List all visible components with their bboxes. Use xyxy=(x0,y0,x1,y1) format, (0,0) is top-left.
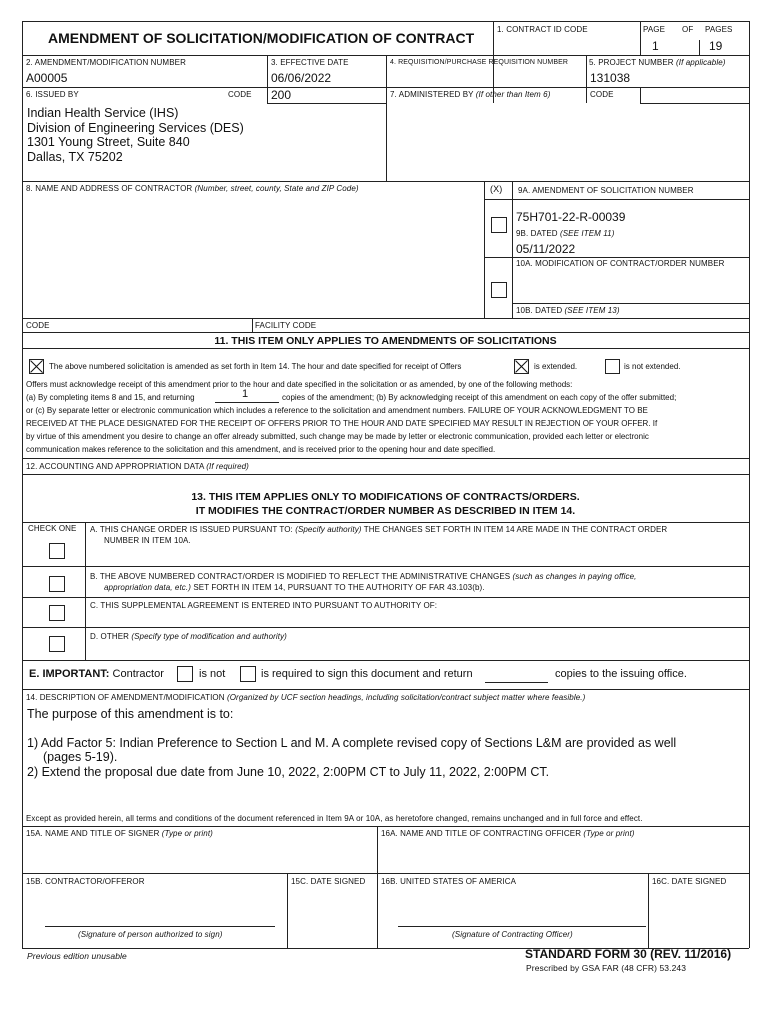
effective-date-value[interactable]: 06/06/2022 xyxy=(271,71,332,85)
section-11-para4: RECEIVED AT THE PLACE DESIGNATED FOR THE RECEIPT OF OFFERS PRIOR TO THE HOUR AND DATE SPECIFIED MAY RESULT IN REJECTION OF YOUR OFFER. If xyxy=(26,419,658,428)
page-number-value[interactable]: 1 xyxy=(652,39,659,53)
divider xyxy=(512,303,749,304)
divider xyxy=(287,873,288,948)
issued-by-code-value[interactable]: 200 xyxy=(271,88,292,102)
issuer-line: Division of Engineering Services (DES) xyxy=(27,120,244,135)
signature-officer-caption: (Signature of Contracting Officer) xyxy=(452,930,573,939)
administered-by-label: 7. ADMINISTERED BY (If other than Item 6) xyxy=(390,90,551,99)
except-provided-text: Except as provided herein, all terms and conditions of the document referenced in Item 9A or 10A, as heretofore changed, remains unchanged and in full force and effect. xyxy=(26,814,643,823)
amendment-number-value[interactable]: A00005 xyxy=(26,71,68,85)
item-9a-value[interactable]: 75H701-22-R-00039 xyxy=(516,210,626,224)
is-required-label: is required to sign this document and return xyxy=(261,668,473,680)
option-a-text-2: NUMBER IN ITEM 10A. xyxy=(104,536,191,545)
description-intro[interactable]: The purpose of this amendment is to: xyxy=(27,707,234,721)
divider xyxy=(22,627,749,628)
copies-value[interactable]: 1 xyxy=(242,388,249,400)
item-10-checkbox[interactable] xyxy=(491,282,507,298)
divider xyxy=(22,689,749,690)
form-title: AMENDMENT OF SOLICITATION/MODIFICATION OF CONTRACT xyxy=(48,30,475,46)
signature-line-contractor xyxy=(45,926,275,927)
copies-to-office-label: copies to the issuing office. xyxy=(555,668,687,680)
option-a-checkbox[interactable] xyxy=(49,543,65,559)
copies-underline xyxy=(215,402,279,403)
divider xyxy=(267,87,268,103)
item-16c-label: 16C. DATE SIGNED xyxy=(652,877,727,886)
divider xyxy=(648,873,649,948)
description-item-1[interactable]: 1) Add Factor 5: Indian Preference to Section L and M. A complete revised copy of Sections L&M are provided as well xyxy=(27,736,677,750)
item-16a-label: 16A. NAME AND TITLE OF CONTRACTING OFFICER (Type or print) xyxy=(381,829,635,838)
item-15c-label: 15C. DATE SIGNED xyxy=(291,877,366,886)
amended-checkbox-checked[interactable] xyxy=(29,359,44,374)
item-15a-label: 15A. NAME AND TITLE OF SIGNER (Type or print) xyxy=(26,829,213,838)
section-11-para3: or (c) By separate letter or electronic communication which includes a reference to the solicitation and amendment numbers. FAILURE OF YOUR ACKNOWLEDGMENT TO BE xyxy=(26,406,648,415)
important-row xyxy=(29,668,164,680)
divider xyxy=(640,103,749,104)
divider xyxy=(22,332,749,333)
signature-line-officer xyxy=(398,926,646,927)
page-label: PAGE xyxy=(643,25,666,34)
option-b-checkbox[interactable] xyxy=(49,576,65,592)
section-13-title-1: 13. THIS ITEM APPLIES ONLY TO MODIFICATIONS OF CONTRACTS/ORDERS. xyxy=(191,491,580,503)
section-11-para6: communication makes reference to the solicitation and this amendment, and is received prior to the opening hour and date specified. xyxy=(26,445,496,454)
divider xyxy=(22,873,749,874)
divider xyxy=(267,103,386,104)
item-15b-label: 15B. CONTRACTOR/OFFEROR xyxy=(26,877,145,886)
divider xyxy=(85,522,86,660)
item-10a-label: 10A. MODIFICATION OF CONTRACT/ORDER NUMBER xyxy=(516,259,725,268)
issuer-line: 1301 Young Street, Suite 840 xyxy=(27,135,190,149)
option-d-text: D. OTHER (Specify type of modification and authority) xyxy=(90,632,287,641)
amendment-number-label: 2. AMENDMENT/MODIFICATION NUMBER xyxy=(26,58,186,67)
divider xyxy=(22,597,749,598)
is-not-label: is not xyxy=(199,668,226,680)
divider xyxy=(22,660,749,661)
option-b-text-2: appropriation data, etc.) SET FORTH IN ITEM 14, PURSUANT TO THE AUTHORITY OF FAR 43.103(b). xyxy=(104,583,485,592)
section-11-para5: by virtue of this amendment you desire to change an offer already submitted, such change may be made by letter or electronic communication, provided each letter or electronic xyxy=(26,432,649,441)
divider xyxy=(512,181,513,318)
previous-edition-note: Previous edition unusable xyxy=(27,951,127,961)
divider xyxy=(586,55,587,103)
item-10b-label: 10B. DATED (SEE ITEM 13) xyxy=(516,306,620,315)
is-required-checkbox[interactable] xyxy=(240,666,256,682)
important-contractor-label: Contractor xyxy=(112,668,164,680)
important-label: E. IMPORTANT: xyxy=(29,668,110,680)
option-c-checkbox[interactable] xyxy=(49,605,65,621)
item-14-label: 14. DESCRIPTION OF AMENDMENT/MODIFICATION (Organized by UCF section headings, including solicitation/contract subject matter where feasible.) xyxy=(26,693,586,702)
is-not-checkbox[interactable] xyxy=(177,666,193,682)
item-9a-label: 9A. AMENDMENT OF SOLICITATION NUMBER xyxy=(518,186,694,195)
description-item-1-cont[interactable]: (pages 5-19). xyxy=(43,750,118,764)
contract-id-label: 1. CONTRACT ID CODE xyxy=(497,25,588,34)
divider xyxy=(22,474,749,475)
administered-code-label: CODE xyxy=(590,90,614,99)
issuer-address[interactable] xyxy=(27,106,244,164)
divider xyxy=(22,522,749,523)
project-number-value[interactable]: 131038 xyxy=(590,71,631,85)
item-9-checkbox[interactable] xyxy=(491,217,507,233)
section-11-title: 11. THIS ITEM ONLY APPLIES TO AMENDMENTS OF SOLICITATIONS xyxy=(214,335,557,347)
divider xyxy=(484,199,749,200)
divider xyxy=(386,55,387,181)
effective-date-label: 3. EFFECTIVE DATE xyxy=(271,58,349,67)
description-item-2[interactable]: 2) Extend the proposal due date from June 10, 2022, 2:00PM CT to July 11, 2022, 2:00PM CT. xyxy=(27,765,550,779)
issuer-line: Indian Health Service (IHS) xyxy=(27,106,179,120)
divider xyxy=(22,181,749,182)
form-left-border xyxy=(22,21,23,948)
contractor-code-label: CODE xyxy=(26,321,50,330)
divider xyxy=(640,87,641,103)
option-b-text: B. THE ABOVE NUMBERED CONTRACT/ORDER IS MODIFIED TO REFLECT THE ADMINISTRATIVE CHANGES (such as changes in paying office, xyxy=(90,572,637,581)
issued-by-code-label: CODE xyxy=(228,90,252,99)
divider xyxy=(699,40,700,55)
issued-by-label: 6. ISSUED BY xyxy=(26,90,79,99)
standard-form-id: STANDARD FORM 30 (REV. 11/2016) xyxy=(525,947,732,961)
form-right-border xyxy=(749,21,750,948)
divider xyxy=(22,566,749,567)
x-column-label: (X) xyxy=(490,184,503,194)
divider xyxy=(22,348,749,349)
divider xyxy=(22,318,749,319)
divider xyxy=(22,826,749,827)
item-9b-value[interactable]: 05/11/2022 xyxy=(516,242,576,256)
item-16b-label: 16B. UNITED STATES OF AMERICA xyxy=(381,877,517,886)
pages-label: PAGES xyxy=(705,25,733,34)
total-pages-value[interactable]: 19 xyxy=(709,39,723,53)
of-label: OF xyxy=(682,25,694,34)
signature-person-caption: (Signature of person authorized to sign) xyxy=(78,930,223,939)
section-13-title-2: IT MODIFIES THE CONTRACT/ORDER NUMBER AS DESCRIBED IN ITEM 14. xyxy=(195,505,576,517)
item-9b-label: 9B. DATED (SEE ITEM 11) xyxy=(516,229,615,238)
requisition-label: 4. REQUISITION/PURCHASE REQUISITION NUMBER xyxy=(390,59,569,66)
facility-code-label: FACILITY CODE xyxy=(255,321,317,330)
contractor-label: 8. NAME AND ADDRESS OF CONTRACTOR (Number, street, county, State and ZIP Code) xyxy=(26,184,359,193)
check-one-label: CHECK ONE xyxy=(28,524,77,533)
option-d-checkbox[interactable] xyxy=(49,636,65,652)
divider xyxy=(484,257,749,258)
option-a-text: A. THIS CHANGE ORDER IS ISSUED PURSUANT TO: (Specify authority) THE CHANGES SET FORTH IN ITEM 14 ARE MADE IN THE CONTRACT ORDER xyxy=(90,525,668,534)
divider xyxy=(252,318,253,332)
not-extended-label: is not extended. xyxy=(624,362,681,371)
not-extended-checkbox[interactable] xyxy=(605,359,620,374)
section-11-para1: Offers must acknowledge receipt of this amendment prior to the hour and date specified in the solicitation or as amended, by one of the following methods: xyxy=(26,380,573,389)
section-11-para2a: (a) By completing items 8 and 15, and returning xyxy=(26,393,195,402)
option-c-text: C. THIS SUPPLEMENTAL AGREEMENT IS ENTERED INTO PURSUANT TO AUTHORITY OF: xyxy=(90,601,438,610)
extended-label: is extended. xyxy=(534,362,578,371)
item-12-label: 12. ACCOUNTING AND APPROPRIATION DATA (If required) xyxy=(26,462,249,471)
divider xyxy=(484,181,485,318)
extended-checkbox-checked[interactable] xyxy=(514,359,529,374)
prescribed-by-text: Prescribed by GSA FAR (48 CFR) 53.243 xyxy=(526,963,687,973)
issuer-line: Dallas, TX 75202 xyxy=(27,149,123,164)
divider xyxy=(22,458,749,459)
section-11-para2b: copies of the amendment; (b) By acknowledging receipt of this amendment on each copy of the offer submitted; xyxy=(282,393,677,402)
copies-return-field[interactable] xyxy=(485,682,548,683)
divider xyxy=(377,826,378,948)
divider xyxy=(640,21,641,55)
project-number-label: 5. PROJECT NUMBER (If applicable) xyxy=(589,58,726,67)
section-11-line1: The above numbered solicitation is amended as set forth in Item 14. The hour and date specified for receipt of Offers xyxy=(49,362,462,371)
